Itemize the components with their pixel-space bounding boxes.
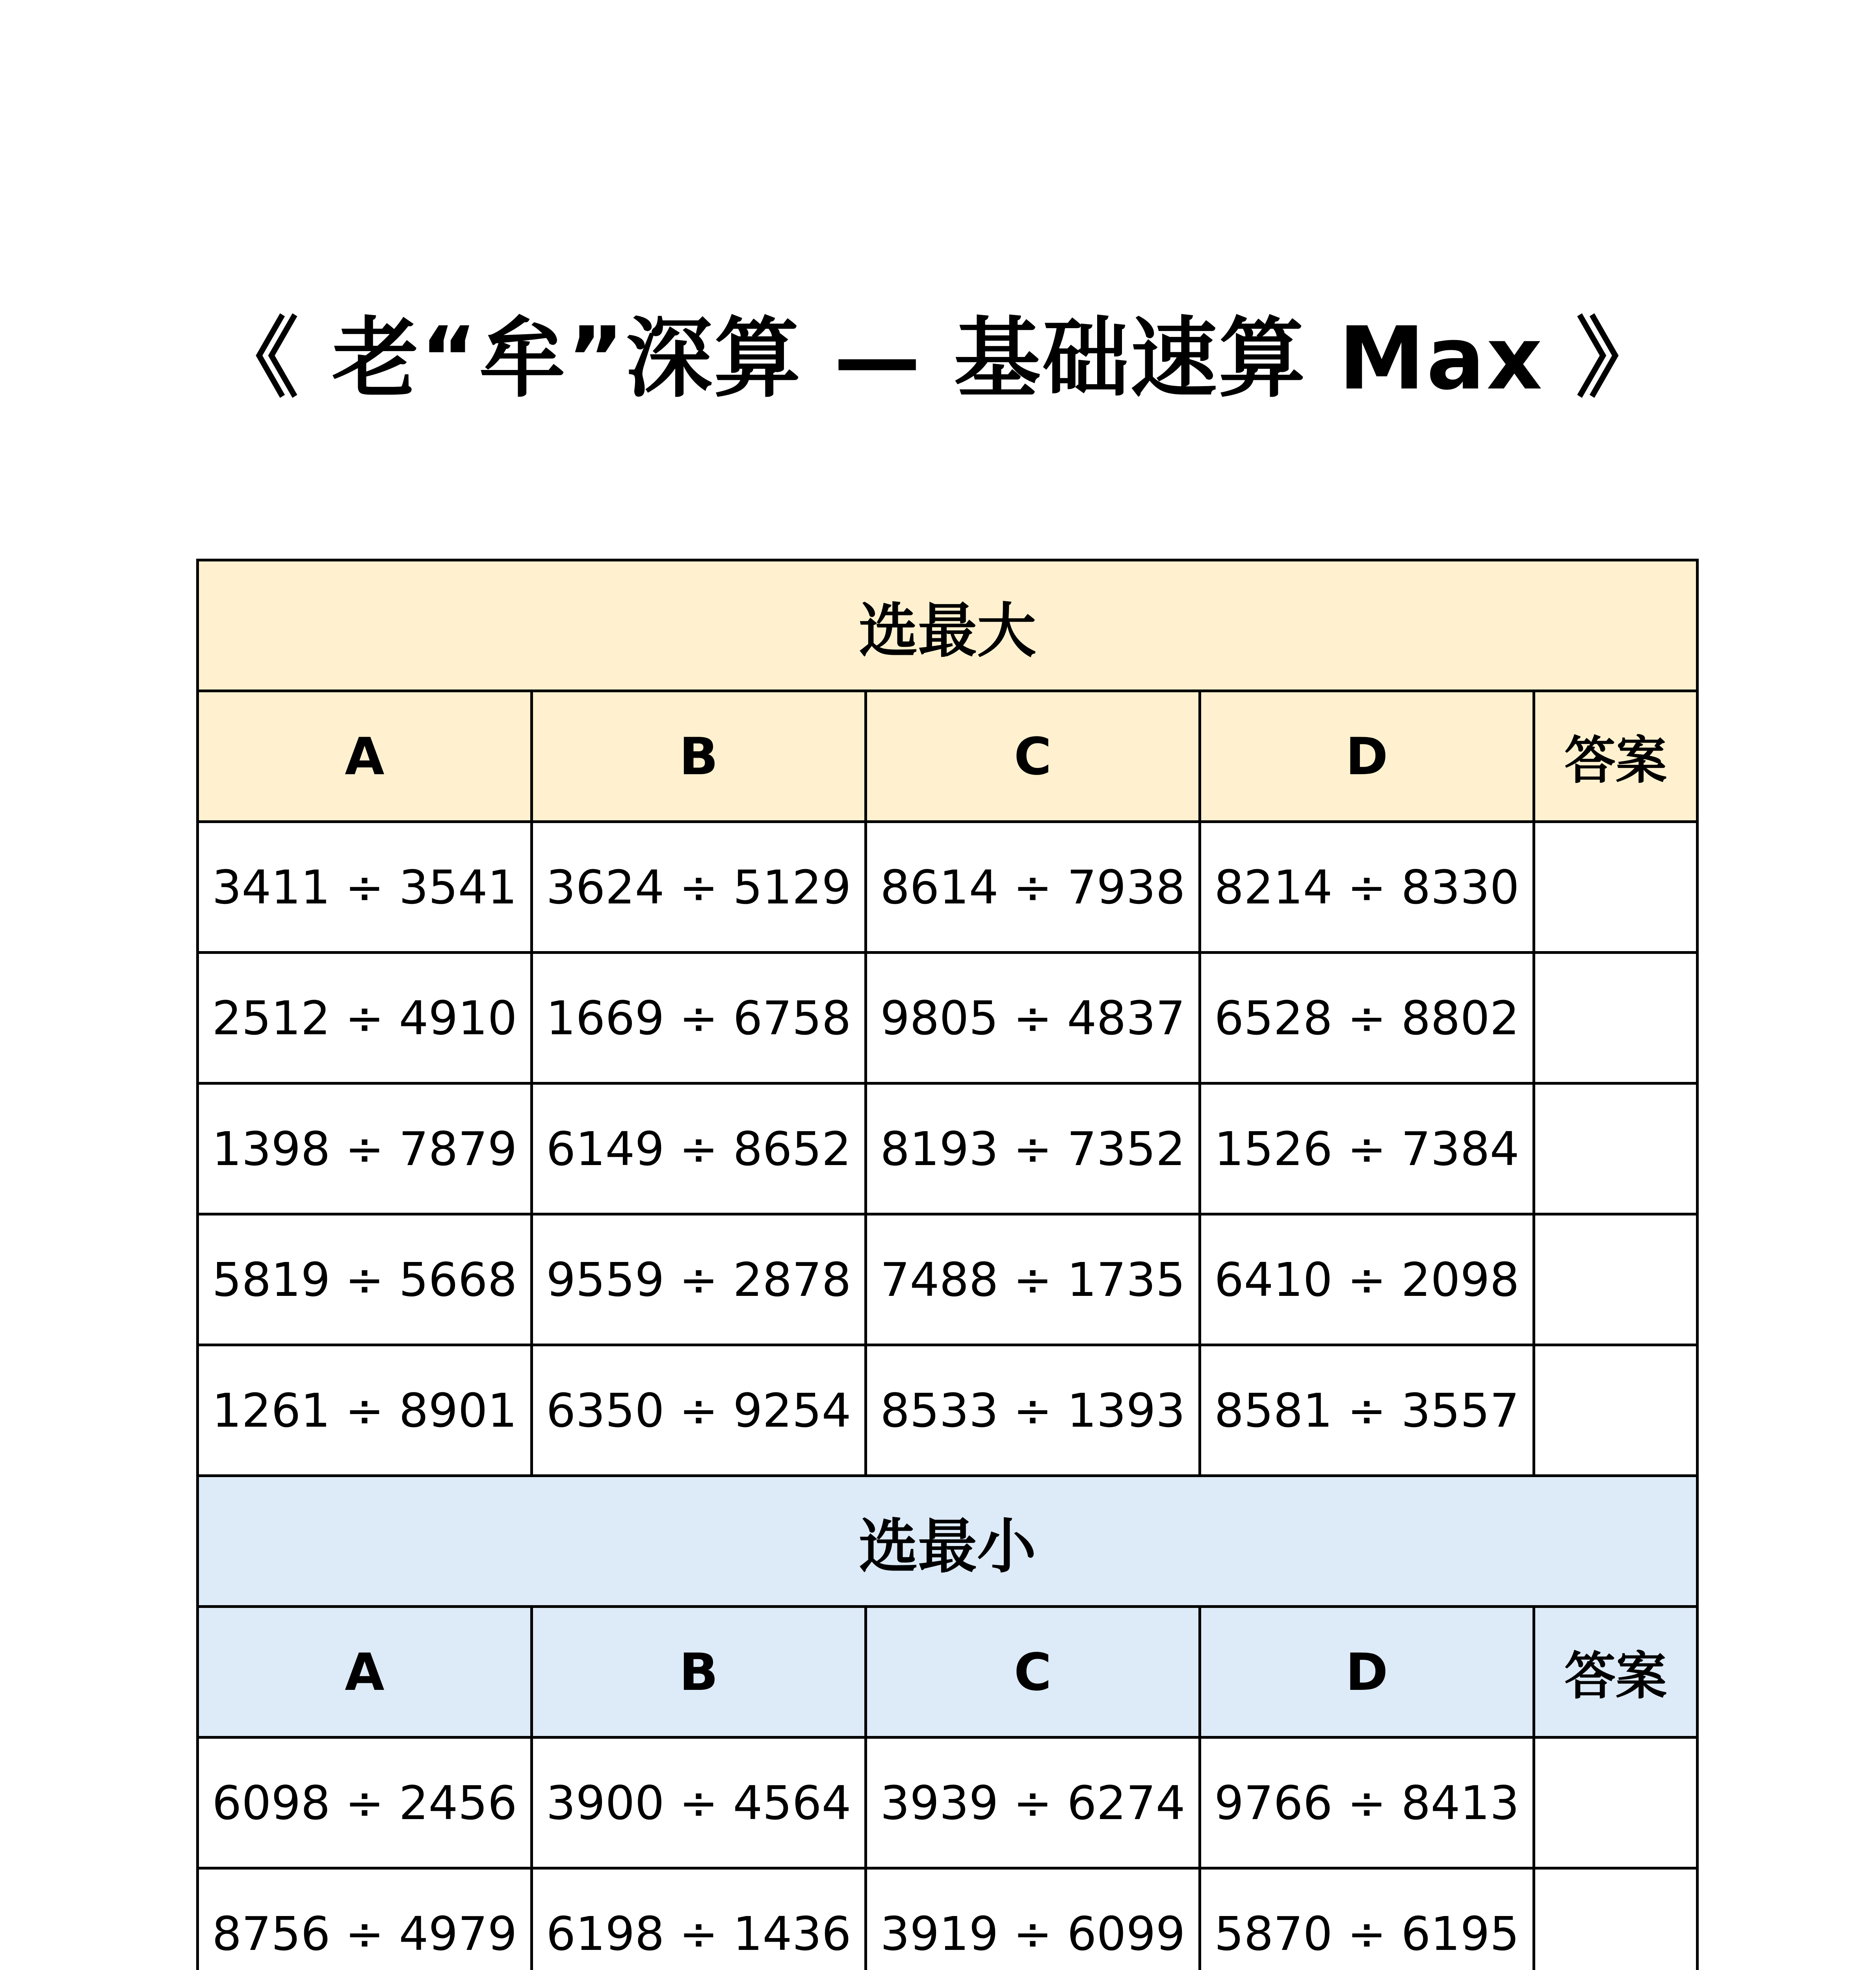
problem-cell: 9805 ÷ 4837 [866,953,1200,1084]
problem-cell: 1526 ÷ 7384 [1200,1084,1534,1214]
problem-cell: 3411 ÷ 3541 [198,822,532,953]
column-header-c: C [866,691,1200,822]
column-header-b: B [532,691,866,822]
column-header-answer: 答案 [1534,691,1698,822]
page-title: 《 老“牟”深算 — 基础速算 Max 》 [212,308,1664,409]
problem-cell: 8581 ÷ 3557 [1200,1345,1534,1476]
column-header-a: A [198,691,532,822]
problem-cell: 6350 ÷ 9254 [532,1345,866,1476]
problem-cell: 8614 ÷ 7938 [866,822,1200,953]
answer-cell[interactable] [1534,1214,1698,1345]
answer-cell[interactable] [1534,1084,1698,1214]
problem-cell: 8193 ÷ 7352 [866,1084,1200,1214]
section-max-title-row [198,560,1698,691]
table-row [198,1738,1698,1868]
answer-cell[interactable] [1534,1345,1698,1476]
problem-cell: 3900 ÷ 4564 [532,1738,866,1868]
problem-cell: 8214 ÷ 8330 [1200,822,1534,953]
problem-cell: 2512 ÷ 4910 [198,953,532,1084]
column-header-a: A [198,1607,532,1738]
problem-cell: 8533 ÷ 1393 [866,1345,1200,1476]
table-row [198,953,1698,1084]
problem-cell: 1398 ÷ 7879 [198,1084,532,1214]
problem-cell: 3919 ÷ 6099 [866,1868,1200,1970]
section-title-min: 选最小 [198,1476,1698,1607]
table-row [198,1084,1698,1214]
problem-cell: 9766 ÷ 8413 [1200,1738,1534,1868]
column-header-d: D [1200,1607,1534,1738]
section-max-header-row [198,691,1698,822]
column-header-c: C [866,1607,1200,1738]
answer-cell[interactable] [1534,822,1698,953]
section-min-header-row [198,1607,1698,1738]
problem-cell: 9559 ÷ 2878 [532,1214,866,1345]
problem-cell: 8756 ÷ 4979 [198,1868,532,1970]
problem-cell: 7488 ÷ 1735 [866,1214,1200,1345]
problem-cell: 6528 ÷ 8802 [1200,953,1534,1084]
column-header-b: B [532,1607,866,1738]
table-row [198,1214,1698,1345]
problem-cell: 5819 ÷ 5668 [198,1214,532,1345]
problem-cell: 3939 ÷ 6274 [866,1738,1200,1868]
problem-cell: 6149 ÷ 8652 [532,1084,866,1214]
answer-cell[interactable] [1534,953,1698,1084]
answer-cell[interactable] [1534,1738,1698,1868]
table-row [198,1345,1698,1476]
table-row [198,822,1698,953]
column-header-answer: 答案 [1534,1607,1698,1738]
problem-cell: 6410 ÷ 2098 [1200,1214,1534,1345]
section-min-title-row [198,1476,1698,1607]
problem-cell: 6198 ÷ 1436 [532,1868,866,1970]
worksheet-table [196,559,1699,1970]
answer-cell[interactable] [1534,1868,1698,1970]
problem-cell: 3624 ÷ 5129 [532,822,866,953]
problem-cell: 1261 ÷ 8901 [198,1345,532,1476]
problem-cell: 1669 ÷ 6758 [532,953,866,1084]
section-title-max: 选最大 [198,560,1698,691]
problem-cell: 6098 ÷ 2456 [198,1738,532,1868]
column-header-d: D [1200,691,1534,822]
problem-cell: 5870 ÷ 6195 [1200,1868,1534,1970]
table-row [198,1868,1698,1970]
